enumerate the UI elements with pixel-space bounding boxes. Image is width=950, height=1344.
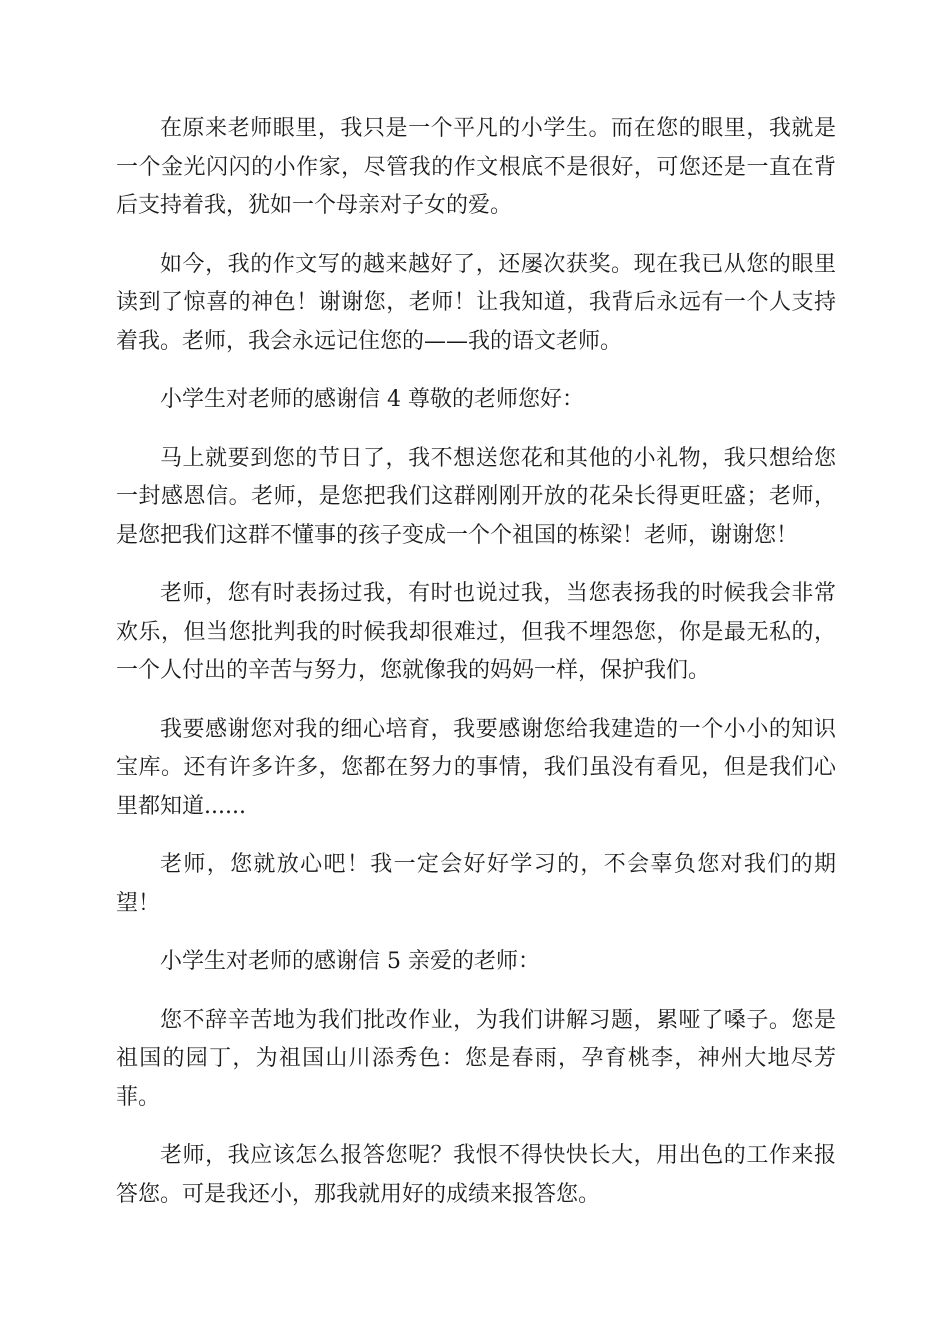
letter-heading: 小学生对老师的感谢信 4 尊敬的老师您好： [160,387,584,412]
paragraph: 您不辞辛苦地为我们批改作业，为我们讲解习题，累哑了嗓子。您是祖国的园丁，为祖国山川添秀色：您是春雨，孕育桃李，神州大地尽芳菲。 [116,1007,836,1110]
paragraph: 我要感谢您对我的细心培育，我要感谢您给我建造的一个小小的知识宝库。还有许多许多，您都在努力的事情，我们虽没有看见，但是我们心里都知道...... [116,716,836,819]
letter-heading: 小学生对老师的感谢信 5 亲爱的老师： [160,949,540,974]
paragraph: 老师，我应该怎么报答您呢？我恨不得快快长大，用出色的工作来报答您。可是我还小，那我就用好的成绩来报答您。 [116,1143,836,1207]
paragraph: 老师，您有时表扬过我，有时也说过我，当您表扬我的时候我会非常欢乐，但当您批判我的时候我却很难过，但我不埋怨您，你是最无私的，一个人付出的辛苦与努力，您就像我的妈妈一样，保护我们。 [116,581,836,683]
paragraph: 在原来老师眼里，我只是一个平凡的小学生。而在您的眼里，我就是一个金光闪闪的小作家，尽管我的作文根底不是很好，可您还是一直在背后支持着我，犹如一个母亲对子女的爱。 [116,116,836,218]
paragraph: 如今，我的作文写的越来越好了，还屡次获奖。现在我已从您的眼里读到了惊喜的神色！谢谢您，老师！让我知道，我背后永远有一个人支持着我。老师，我会永远记住您的——我的语文老师。 [116,251,836,354]
document-body [116,110,836,1234]
paragraph: 马上就要到您的节日了，我不想送您花和其他的小礼物，我只想给您一封感恩信。老师，是您把我们这群刚刚开放的花朵长得更旺盛；老师，是您把我们这群不懂事的孩子变成一个个祖国的栋梁！老师，谢谢您！ [116,445,836,548]
paragraph: 老师，您就放心吧！我一定会好好学习的，不会辜负您对我们的期望！ [116,852,836,916]
